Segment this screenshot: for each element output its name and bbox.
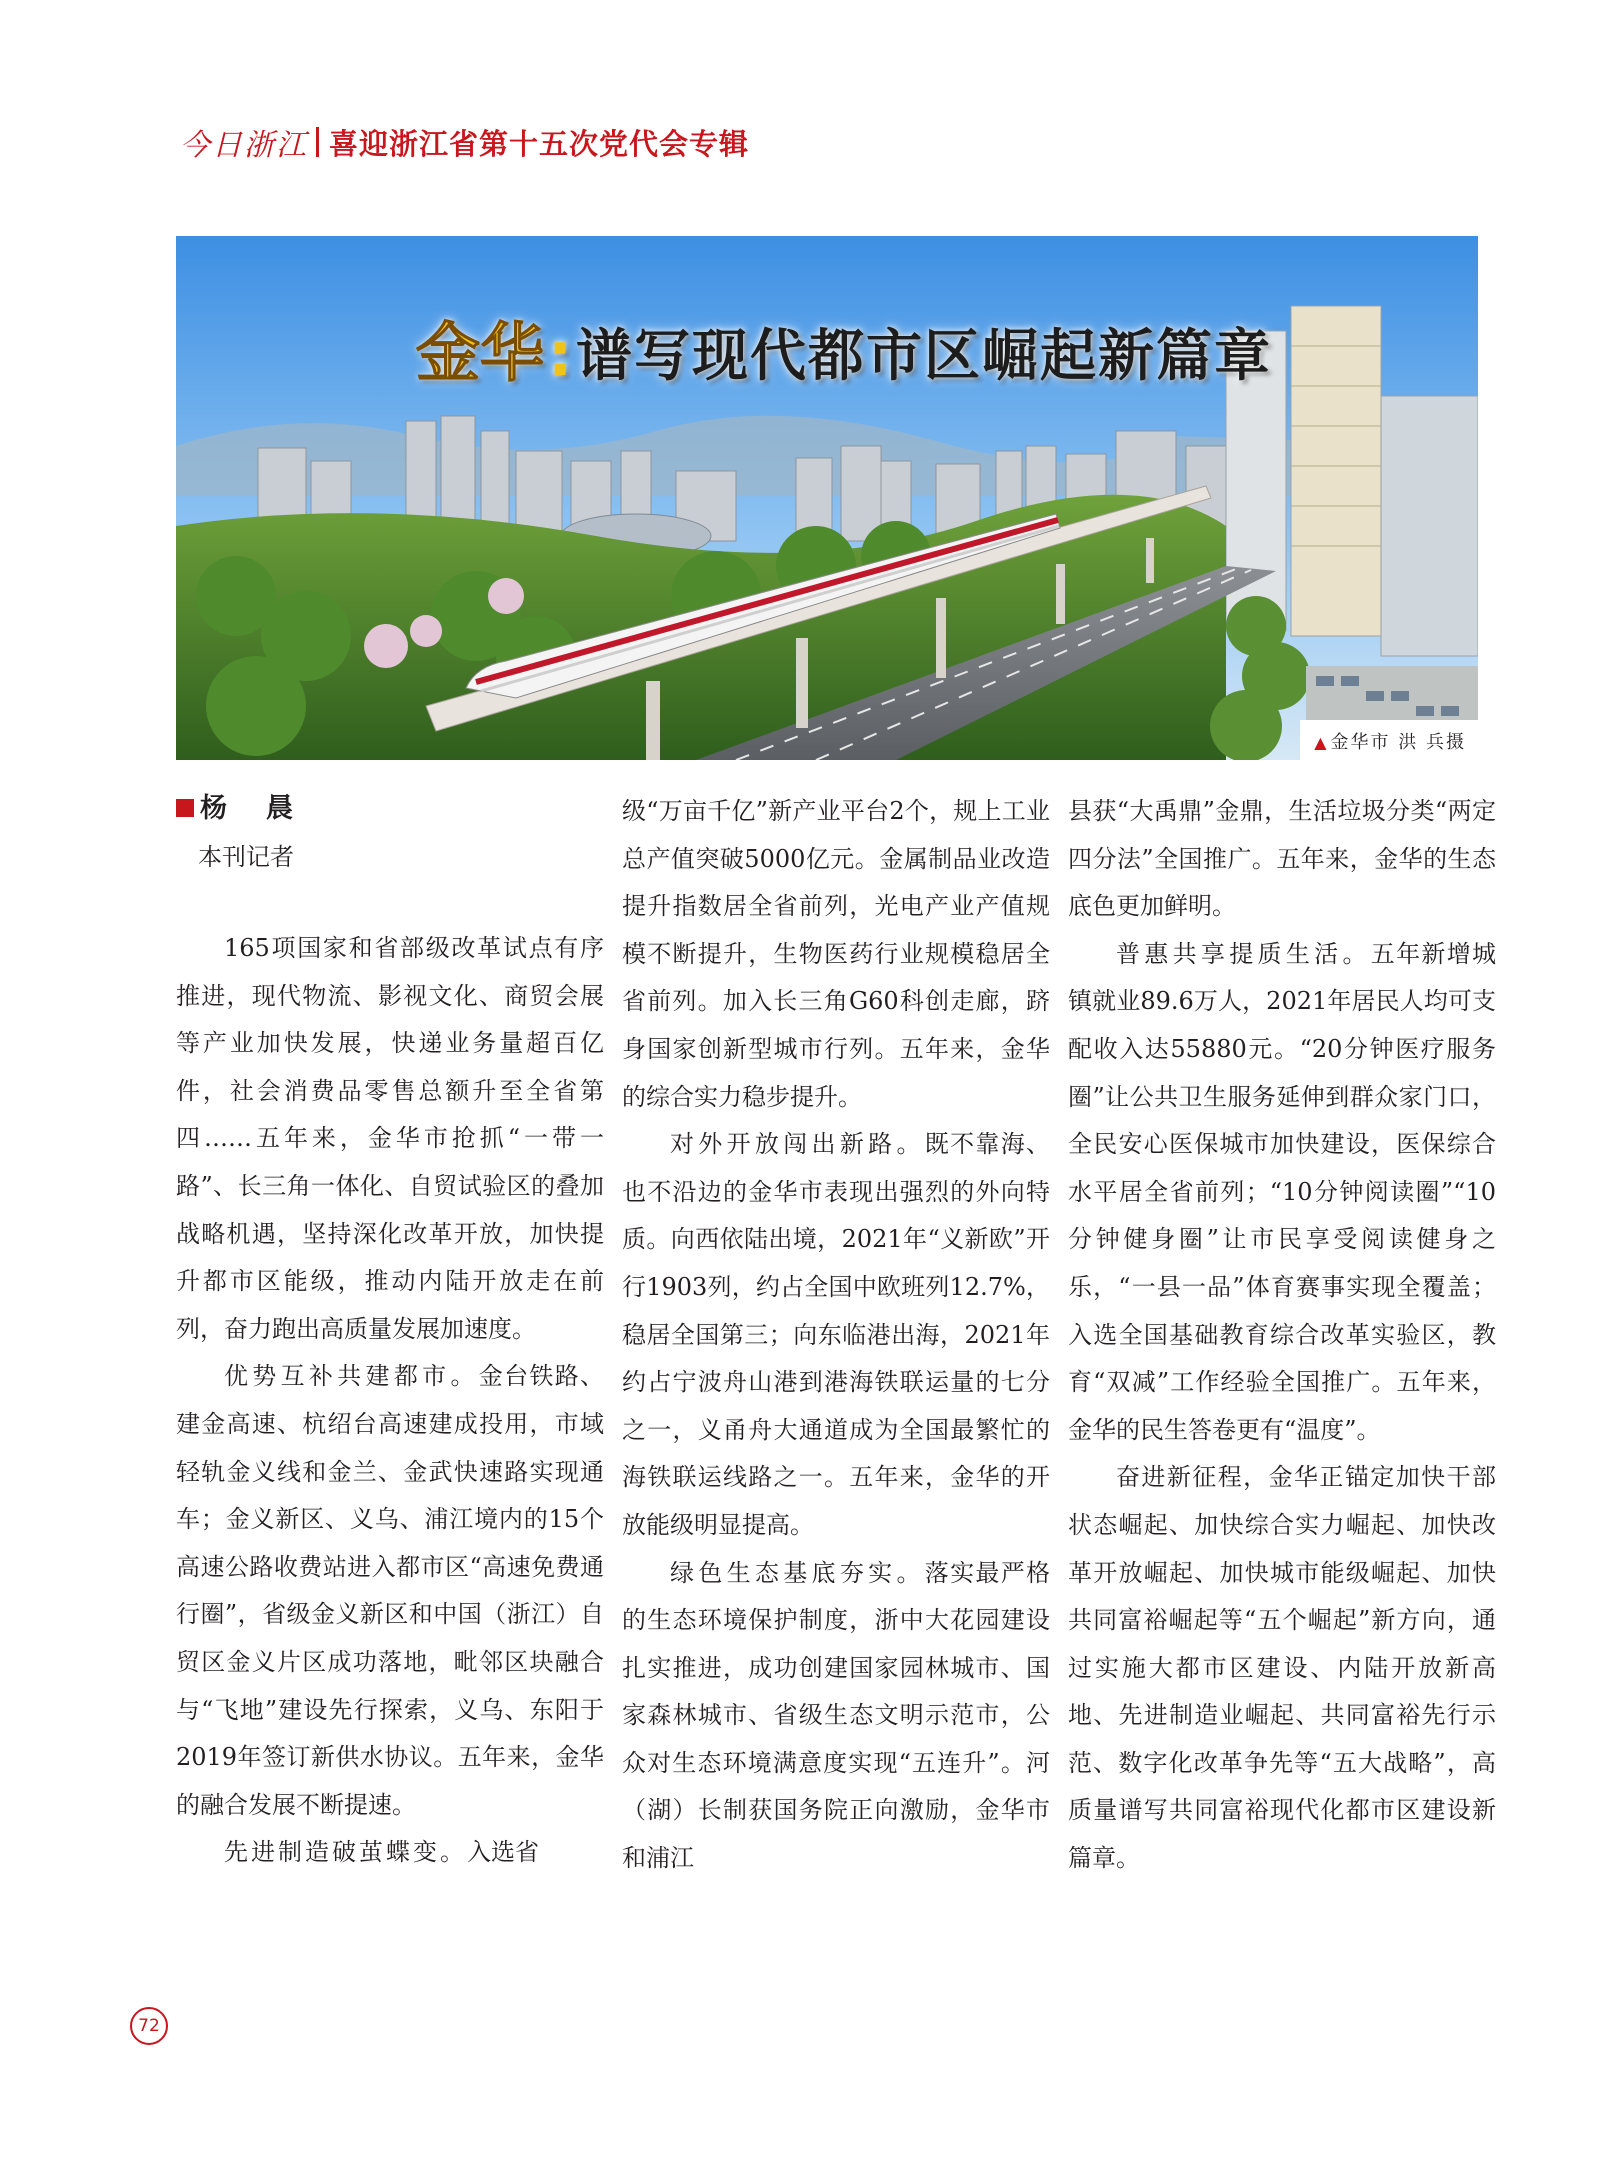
- author-text: 杨 晨: [200, 793, 299, 824]
- article-paragraph: [622, 1550, 1050, 1883]
- article-paragraph: [1068, 1454, 1496, 1882]
- credit-marker: ▲: [1314, 733, 1329, 752]
- article-column-2: [622, 788, 1050, 1883]
- credit-text: 金华市 洪 兵摄: [1330, 732, 1466, 753]
- header-divider: [316, 127, 319, 157]
- article-paragraph: [176, 1353, 604, 1829]
- title-colon: :: [548, 320, 572, 390]
- paragraph-text: 金台铁路、建金高速、杭绍台高速建成投用，市域轻轨金义线和金兰、金武快速路实现通车；金义新区、义乌、浦江境内的15个高速公路收费站进入都市区“高速免费通行圈”，省级金义新区和中国（浙江）自贸区金义片区成功落地，毗邻区块融合与“飞地”建设先行探索，义乌、东阳于2019年签订新供水协议。五年来，金华的融合发展不断提速。: [176, 1362, 605, 1819]
- title-subtitle: 谱写现代都市区崛起新篇章: [576, 324, 1272, 389]
- paragraph-text: 县获“大禹鼎”金鼎，生活垃圾分类“两定四分法”全国推广。五年来，金华的生态底色更加鲜明。: [1068, 797, 1496, 921]
- paragraph-text: 165项国家和省部级改革试点有序推进，现代物流、影视文化、商贸会展等产业加快发展，快递业务量超百亿件，社会消费品零售总额升至全省第四……五年来，金华市抢抓“一带一路”、长三角一体化、自贸试验区的叠加战略机遇，坚持深化改革开放，加快提升都市区能级，推动内陆开放走在前列，奋力跑出高质量发展加速度。: [176, 934, 604, 1343]
- paragraph-text: 落实最严格的生态环境保护制度，浙中大花园建设扎实推进，成功创建国家园林城市、国家森林城市、省级生态文明示范市，公众对生态环境满意度实现“五连升”。河（湖）长制获国务院正向激励，金华市和浦江: [622, 1558, 1051, 1873]
- magazine-logo: 今日浙江: [180, 128, 308, 163]
- paragraph-lead-in: 优势互补共建都市。: [224, 1362, 479, 1391]
- hero-photo: [176, 236, 1478, 760]
- photo-credit: [1300, 720, 1478, 760]
- article-paragraph: [622, 788, 1050, 1121]
- paragraph-text: 既不靠海、也不沿边的金华市表现出强烈的外向特质。向西依陆出境，2021年“义新欧”开行1903列，约占全国中欧班列12.7%，稳居全国第三；向东临港出海，2021年约占宁波舟山港到港海铁联运量的七分之一，义甬舟大通道成为全国最繁忙的海铁联运线路之一。五年来，金华的开放能级明显提高。: [622, 1130, 1051, 1539]
- paragraph-lead-in: 绿色生态基底夯实。: [670, 1558, 925, 1587]
- author-role: 本刊记者: [198, 843, 294, 871]
- paragraph-text: 奋进新征程，金华正锚定加快干部状态崛起、加快综合实力崛起、加快改革开放崛起、加快城市能级崛起、加快共同富裕崛起等“五个崛起”新方向，通过实施大都市区建设、内陆开放新高地、先进制造业崛起、共同富裕先行示范、数字化改革争先等“五大战略”，高质量谱写共同富裕现代化都市区建设新篇章。: [1068, 1463, 1496, 1873]
- paragraph-text: 级“万亩千亿”新产业平台2个，规上工业总产值突破5000亿元。金属制品业改造提升指数居全省前列，光电产业产值规模不断提升，生物医药行业规模稳居全省前列。加入长三角G60科创走廊，跻身国家创新型城市行列。五年来，金华的综合实力稳步提升。: [622, 797, 1050, 1111]
- byline: [176, 786, 299, 872]
- paragraph-lead-in: 先进制造破茧蝶变。: [224, 1838, 467, 1867]
- section-title: 喜迎浙江省第十五次党代会专辑: [329, 126, 750, 161]
- article-paragraph: [622, 1121, 1050, 1549]
- author-name: [176, 786, 299, 825]
- paragraph-lead-in: 对外开放闯出新路。: [670, 1130, 925, 1159]
- title-city: 金华: [416, 317, 544, 391]
- paragraph-text: 入选省: [467, 1838, 539, 1867]
- byline-marker: [176, 799, 194, 817]
- article-paragraph: [1068, 931, 1496, 1455]
- paragraph-lead-in: 普惠共享提质生活。: [1116, 939, 1371, 968]
- page-number: 72: [130, 2007, 168, 2045]
- article-paragraph: [176, 1829, 604, 1877]
- article-paragraph: [1068, 788, 1496, 931]
- article-title: [416, 302, 1272, 394]
- article-paragraph: [176, 925, 604, 1353]
- magazine-header: [180, 118, 749, 166]
- article-column-1: [176, 925, 604, 1877]
- paragraph-text: 五年新增城镇就业89.6万人，2021年居民人均可支配收入达55880元。“20分钟医疗服务圈”让公共卫生服务延伸到群众家门口，全民安心医保城市加快建设，医保综合水平居全省前列；“10分钟阅读圈”“10分钟健身圈”让市民享受阅读健身之乐，“一县一品”体育赛事实现全覆盖；入选全国基础教育综合改革实验区，教育“双减”工作经验全国推广。五年来，金华的民生答卷更有“温度”。: [1068, 939, 1497, 1444]
- article-column-3: [1068, 788, 1496, 1883]
